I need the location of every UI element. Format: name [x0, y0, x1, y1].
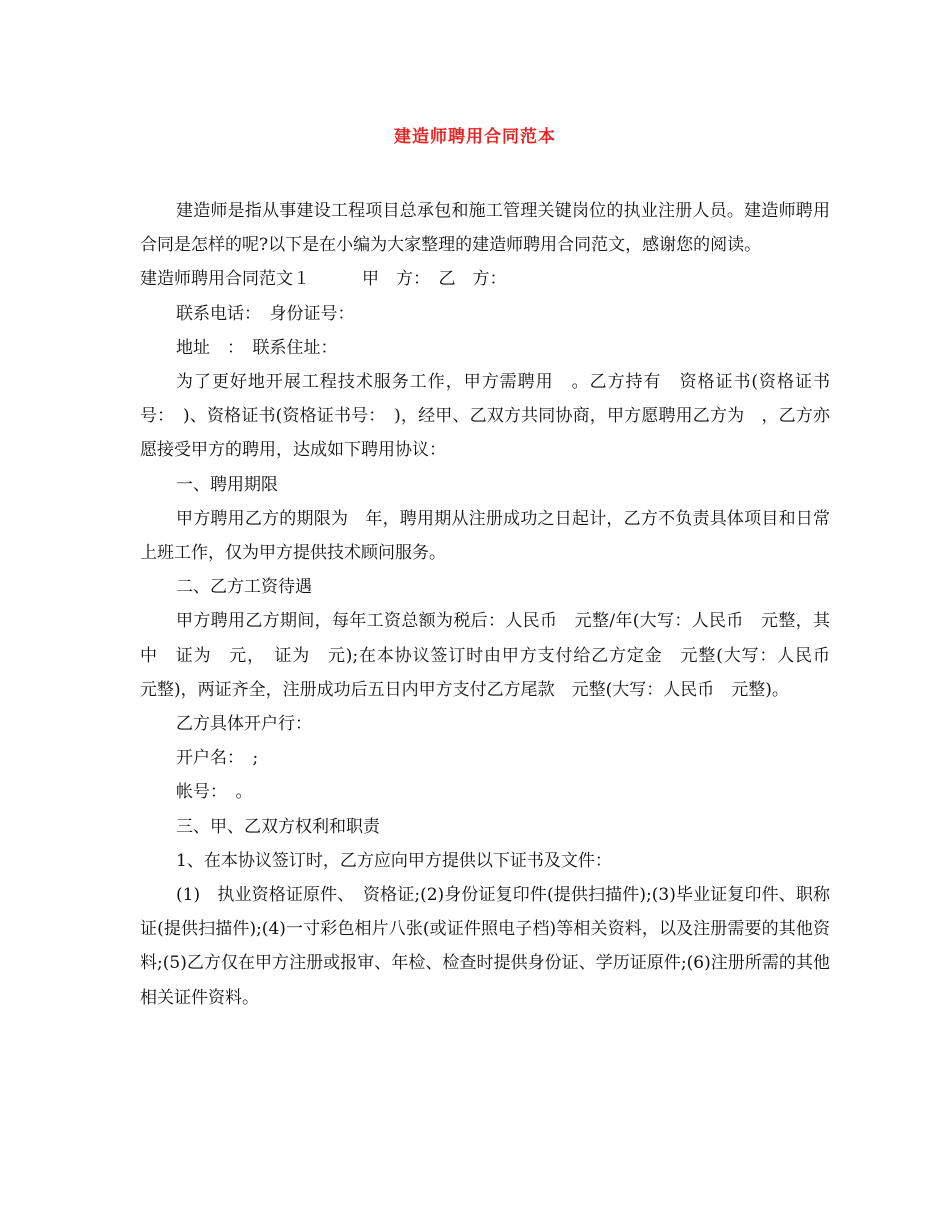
section2-paragraph: 甲方聘用乙方期间，每年工资总额为税后：人民币 元整/年(大写：人民币 元整，其中 证为 元， 证为 元);在本协议签订时由甲方支付给乙方定金 元整(大写：人民币 元整)，两证齐全，注册成功后五日内甲方支付乙方尾款 元整(大写：人民币 元整)。	[140, 611, 847, 700]
section3-heading: 三、甲、乙双方权利和职责	[176, 816, 380, 837]
section1-heading: 一、聘用期限	[176, 474, 278, 495]
contact-line: 联系电话： 身份证号：	[176, 303, 355, 324]
address-line: 地址 ： 联系住址：	[176, 337, 338, 358]
section2-heading: 二、乙方工资待遇	[176, 577, 312, 598]
item1-detail-paragraph: (1) 执业资格证原件、 资格证;(2)身份证复印件(提供扫描件);(3)毕业证复印件、职称证(提供扫描件);(4)一寸彩色相片八张(或证件照电子档)等相关资料，以及注册需要的其他资料;(5)乙方仅在甲方注册或报审、年检、检查时提供身份证、学历证原件;(6)注册所需的其他相关证件资料。	[140, 885, 830, 1008]
sample-heading: 建造师聘用合同范文１	[140, 269, 310, 290]
party-line: 甲 方： 乙 方：	[362, 269, 507, 290]
section1-paragraph: 甲方聘用乙方的期限为 年，聘用期从注册成功之日起计，乙方不负责具体项目和日常上班工作，仅为甲方提供技术顾问服务。	[140, 508, 830, 564]
bank-line: 乙方具体开户行：	[176, 714, 312, 735]
intro-paragraph: 建造师是指从事建设工程项目总承包和施工管理关键岗位的执业注册人员。建造师聘用合同是怎样的呢?以下是在小编为大家整理的建造师聘用合同范文，感谢您的阅读。	[140, 201, 830, 256]
document-body	[140, 194, 847, 1015]
account-number-line: 帐号： 。	[176, 782, 253, 803]
account-name-line: 开户名： ;	[176, 748, 259, 769]
item1-line: 1、在本协议签订时，乙方应向甲方提供以下证书及文件：	[176, 850, 612, 871]
purpose-paragraph: 为了更好地开展工程技术服务工作，甲方需聘用 。乙方持有 资格证书(资格证书号： )、资格证书(资格证书号： )，经甲、乙双方共同协商，甲方愿聘用乙方为 ，乙方亦愿接受甲方的聘用，达成如下聘用协议：	[140, 372, 830, 461]
sample-heading-line	[140, 262, 830, 296]
document-title: 建造师聘用合同范本	[394, 127, 556, 147]
